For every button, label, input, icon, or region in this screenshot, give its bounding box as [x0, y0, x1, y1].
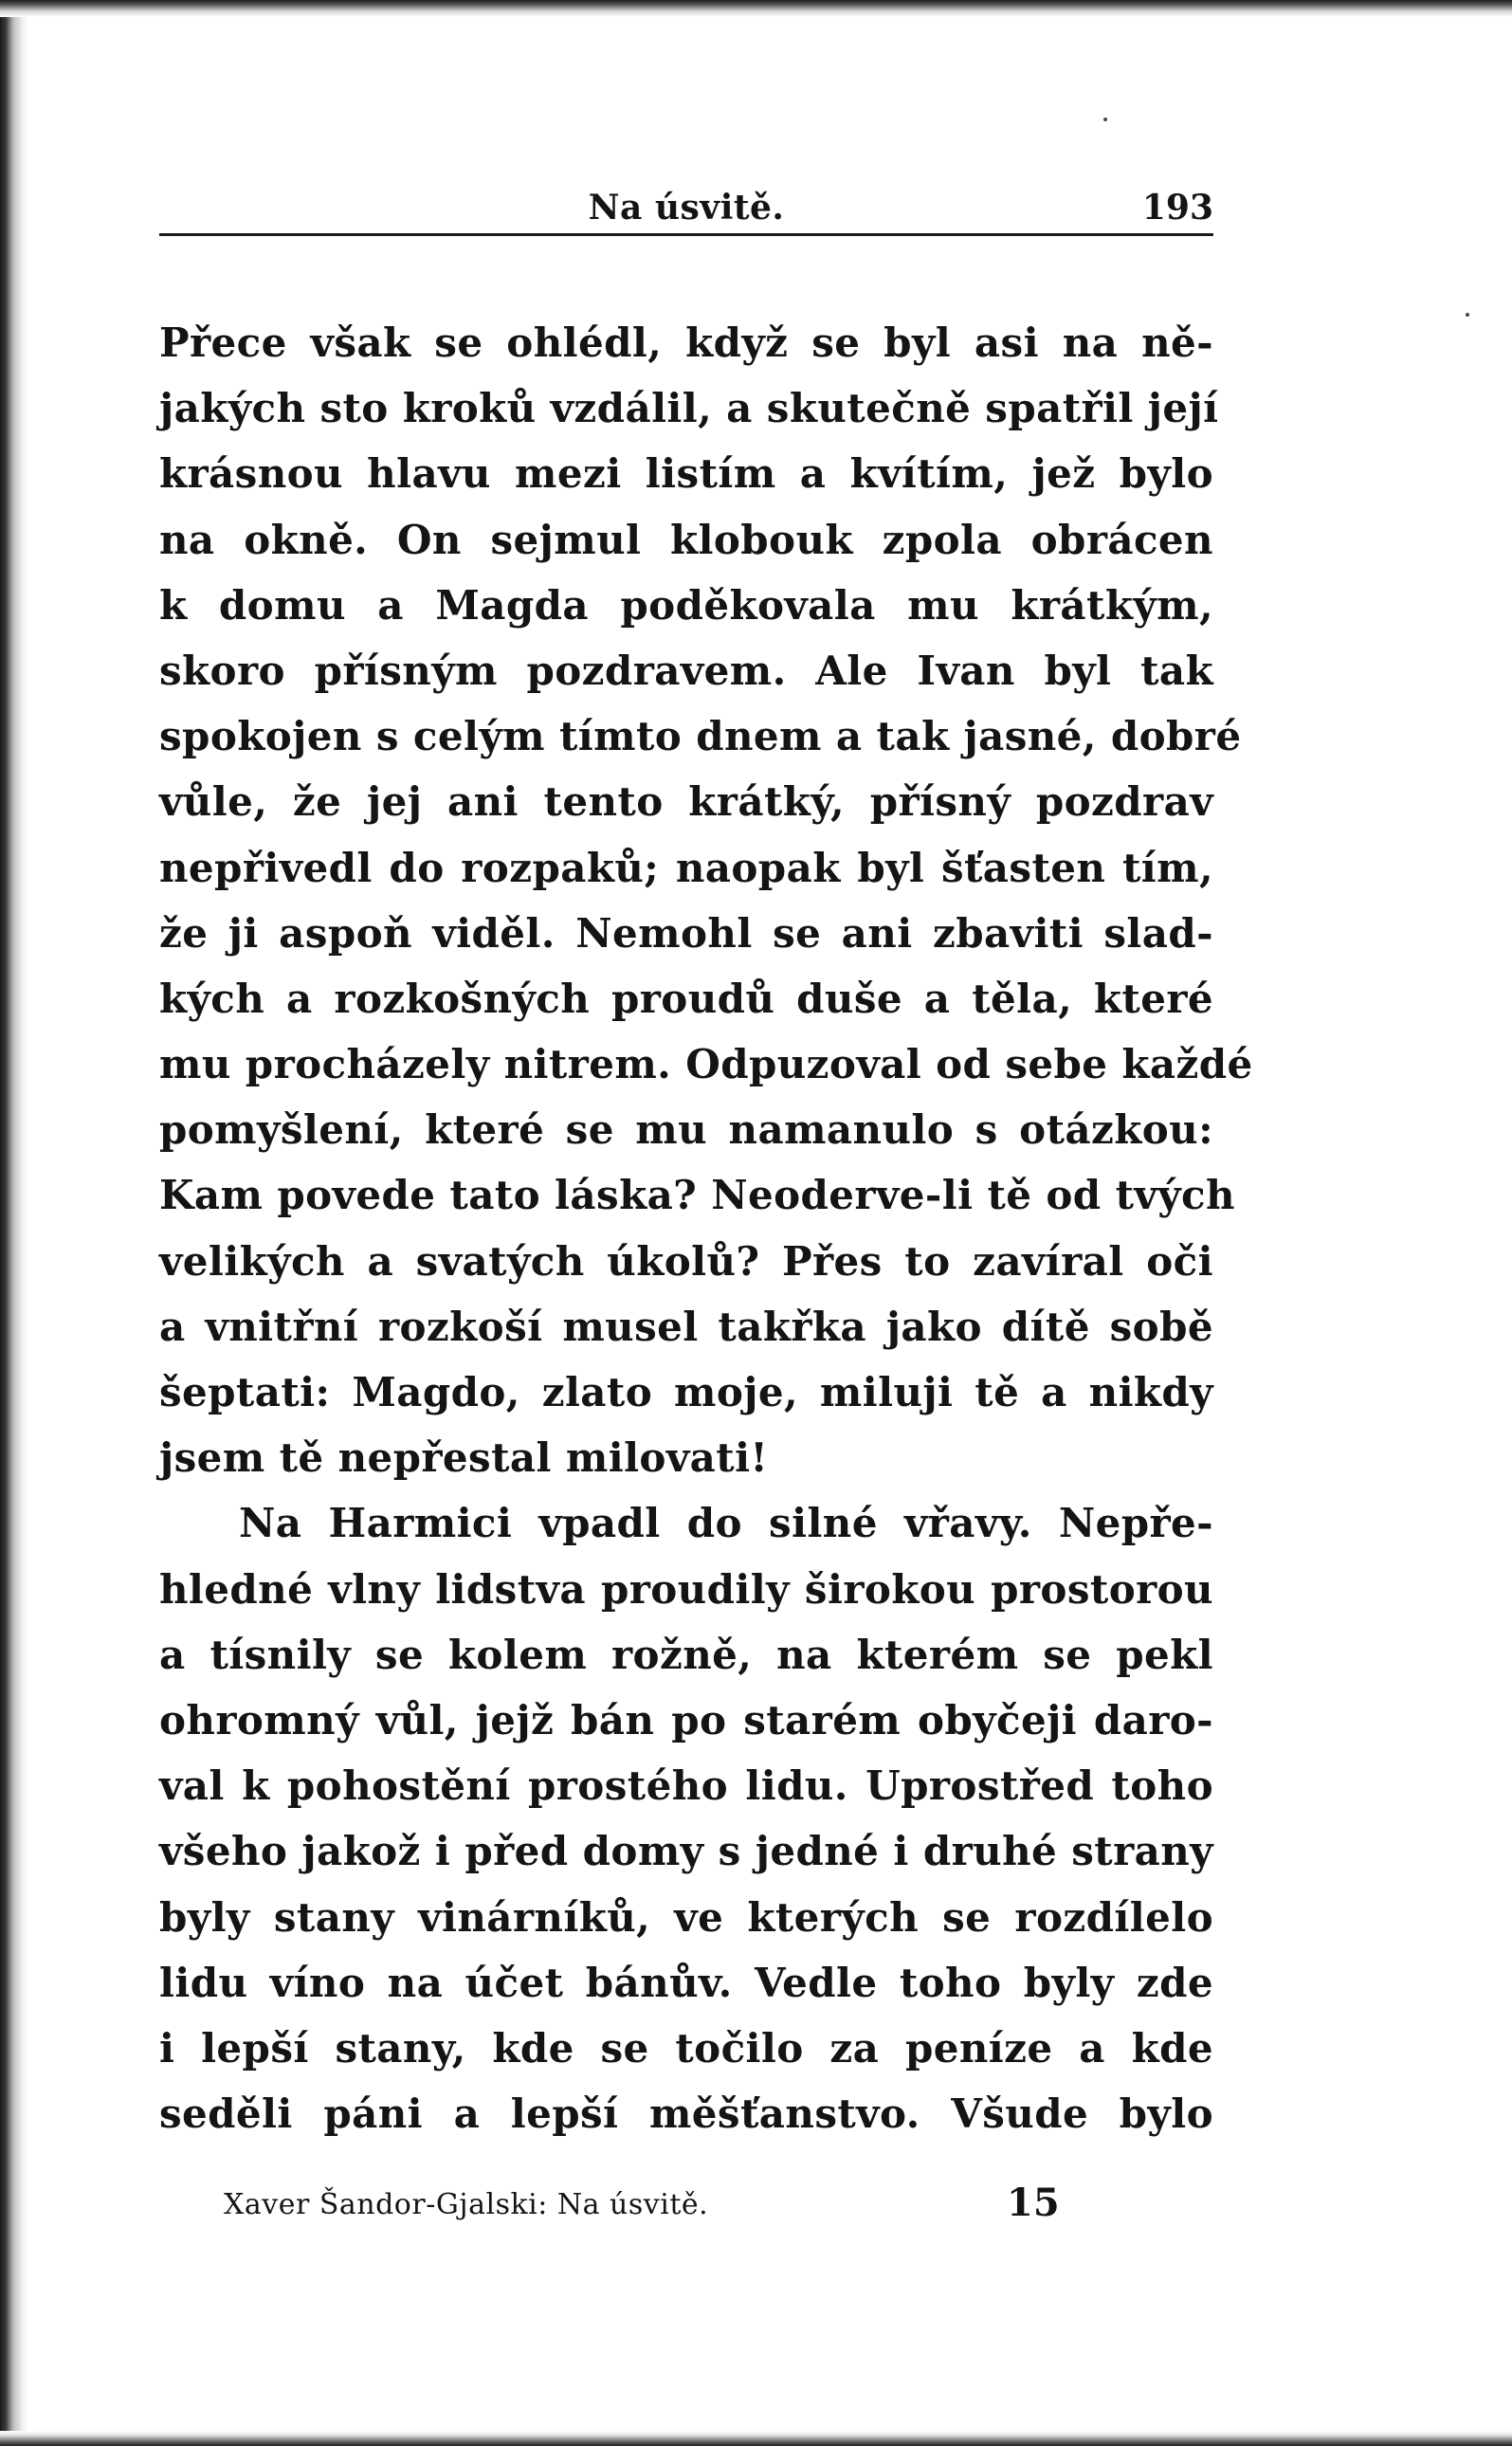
text-line: Kam povede tato láska? Neoderve-li tě od tvých: [159, 1172, 1235, 1219]
text-line: lidu víno na účet bánův. Vedle toho byly zde: [159, 1959, 1213, 2006]
text-line: a tísnily se kolem rožně, na kterém se pekl: [159, 1631, 1213, 1678]
paragraph-1: [159, 310, 1253, 1490]
text-line: byly stany vinárníků, ve kterých se rozdílelo: [159, 1893, 1213, 1941]
text-line: i lepší stany, kde se točilo za peníze a kde: [159, 2024, 1213, 2072]
text-line: pomyšlení, které se mu namanulo s otázkou:: [159, 1106, 1213, 1154]
scan-speck: [1466, 313, 1469, 317]
text-line: Na Harmici vpadl do silné vřavy. Nepře-: [239, 1500, 1213, 1547]
text-line: a vnitřní rozkoší musel takřka jako dítě sobě: [159, 1303, 1213, 1350]
text-line: spokojen s celým tímto dnem a tak jasné, dobré: [159, 713, 1242, 760]
text-line: val k pohostění prostého lidu. Uprostřed toho: [159, 1762, 1213, 1810]
text-line: nepřivedl do rozpaků; naopak byl šťasten tím,: [159, 844, 1213, 891]
text-line: seděli páni a lepší měšťanstvo. Všude bylo: [159, 2090, 1213, 2138]
footer-signature-mark: 15: [1007, 2181, 1060, 2225]
body-text: [159, 310, 1253, 2146]
text-line: šeptati: Magdo, zlato moje, miluji tě a nikdy: [159, 1369, 1213, 1415]
page-footer: [224, 2177, 1077, 2224]
running-head: [159, 180, 1213, 236]
scan-edge-top: [0, 0, 1512, 17]
text-line: kých a rozkošných proudů duše a těla, které: [159, 975, 1213, 1022]
book-page: [159, 180, 1253, 2146]
text-line: všeho jakož i před domy s jedné i druhé strany: [159, 1828, 1213, 1875]
text-line: jakých sto kroků vzdálil, a skutečně spatřil její: [159, 385, 1219, 432]
text-line: že ji aspoň viděl. Nemohl se ani zbaviti slad-: [159, 909, 1213, 957]
scan-edge-bottom: [0, 2431, 1512, 2446]
text-line: velikých a svatých úkolů? Přes to zavíral oči: [159, 1237, 1213, 1285]
running-title: Na úsvitě.: [588, 188, 785, 228]
text-line: k domu a Magda poděkovala mu krátkým,: [159, 581, 1213, 629]
text-line: Přece však se ohlédl, když se byl asi na ně-: [159, 319, 1213, 366]
text-line: krásnou hlavu mezi listím a kvítím, jež bylo: [159, 450, 1213, 498]
text-line: mu procházely nitrem. Odpuzoval od sebe každé: [159, 1041, 1253, 1088]
scan-edge-left: [0, 0, 28, 2446]
scan-speck: [1103, 118, 1107, 121]
page-number: 193: [1141, 188, 1213, 228]
text-line: jsem tě nepřestal milovati!: [159, 1434, 769, 1482]
text-line: ohromný vůl, jejž bán po starém obyčeji daro-: [159, 1696, 1213, 1743]
footer-author-line: Xaver Šandor-Gjalski: Na úsvitě.: [224, 2188, 709, 2221]
text-line: vůle, že jej ani tento krátký, přísný pozdrav: [159, 778, 1213, 826]
text-line: skoro přísným pozdravem. Ale Ivan byl tak: [159, 647, 1213, 694]
text-line: na okně. On sejmul klobouk zpola obrácen: [159, 516, 1213, 563]
paragraph-2: [159, 1490, 1213, 2146]
text-line: hledné vlny lidstva proudily širokou prostorou: [159, 1565, 1213, 1613]
